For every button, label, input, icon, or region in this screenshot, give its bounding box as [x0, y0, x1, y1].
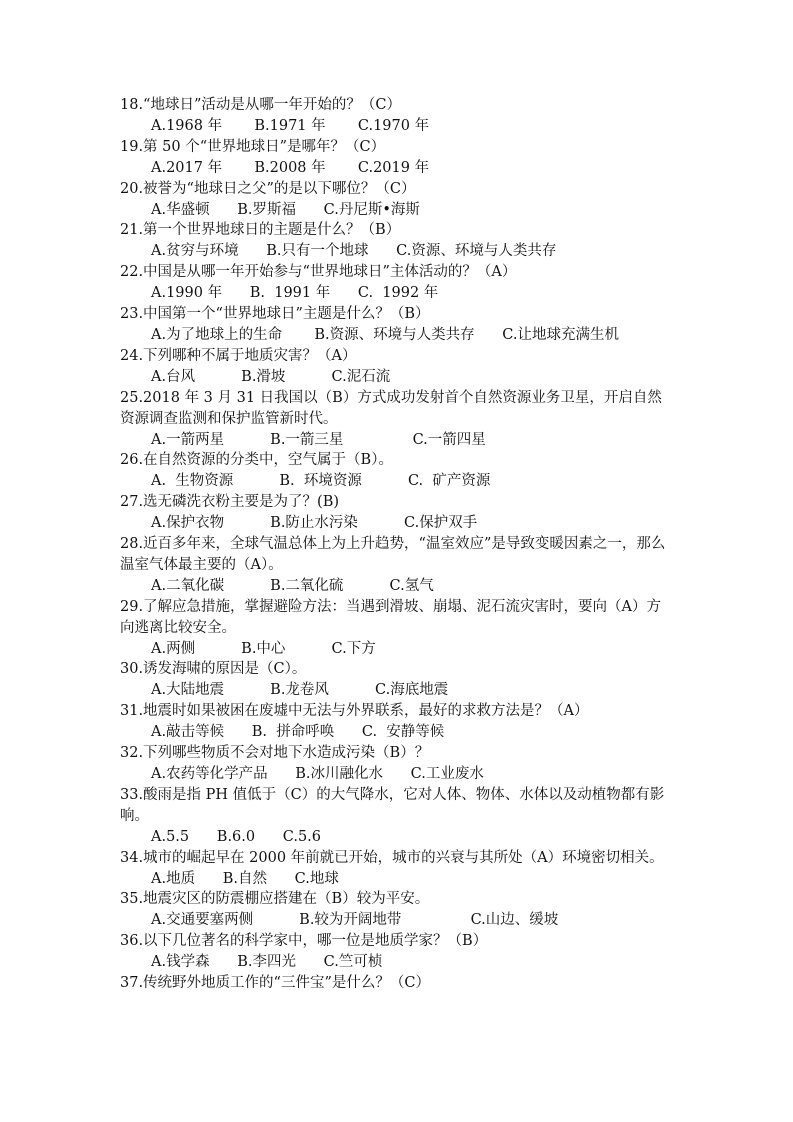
answer-options: A.台风 B.滑坡 C.泥石流 — [151, 368, 391, 385]
answer-options: A.一箭两星 B.一箭三星 C.一箭四星 — [151, 431, 486, 448]
question-item — [120, 346, 672, 388]
question-item — [120, 889, 672, 931]
question-text: 37.传统野外地质工作的“三件宝”是什么？（C） — [120, 975, 430, 992]
question-item — [120, 973, 672, 994]
answer-options: A.地质 B.自然 C.地球 — [151, 870, 339, 887]
question-item — [120, 450, 672, 492]
answer-options: A.敲击等候 B. 拼命呼唤 C. 安静等候 — [151, 724, 445, 741]
question-item — [120, 137, 672, 179]
answer-options: A.1968 年 B.1971 年 C.1970 年 — [151, 117, 430, 134]
question-item — [120, 262, 672, 304]
answer-options: A. 生物资源 B. 环境资源 C. 矿产资源 — [151, 473, 491, 490]
question-item — [120, 848, 672, 890]
question-item — [120, 220, 672, 262]
question-text: 32.下列哪些物质不会对地下水造成污染（B）？ — [120, 745, 430, 762]
answer-options: A.二氧化碳 B.二氧化硫 C.氢气 — [151, 577, 434, 594]
question-text: 24.下列哪种不属于地质灾害？（A） — [120, 347, 357, 364]
question-text: 30.诱发海啸的原因是（C）。 — [120, 661, 307, 678]
question-text: 28.近百多年来，全球气温总体上为上升趋势，“温室效应”是导致变暖因素之一，那么温室气体最主要的（A）。 — [120, 536, 666, 573]
answer-options: A.贫穷与环境 B.只有一个地球 C.资源、环境与人类共存 — [151, 243, 557, 260]
question-text: 31.地震时如果被困在废墟中无法与外界联系，最好的求救方法是？（A） — [120, 703, 589, 720]
answer-options: A.1990 年 B. 1991 年 C. 1992 年 — [151, 285, 439, 302]
question-text: 22.中国是从哪一年开始参与“世界地球日”主体活动的？（A） — [120, 264, 517, 281]
answer-options: A.农药等化学产品 B.冰川融化水 C.工业废水 — [151, 766, 484, 782]
question-text: 35.地震灾区的防震棚应搭建在（B）较为平安。 — [120, 891, 430, 908]
question-item — [120, 743, 672, 785]
question-text: 29.了解应急措施，掌握避险方法：当遇到滑坡、崩塌、泥石流灾害时，要向（A）方向逃离比较安全。 — [120, 598, 662, 636]
answer-options: A.为了地球上的生命 B.资源、环境与人类共存 C.让地球充满生机 — [151, 326, 619, 343]
question-item — [120, 304, 672, 346]
answer-options: A.两侧 B.中心 C.下方 — [151, 640, 376, 657]
question-item — [120, 659, 672, 701]
question-text: 21.第一个世界地球日的主题是什么？（B） — [120, 222, 401, 239]
answer-options: A.2017 年 B.2008 年 C.2019 年 — [151, 159, 430, 176]
answer-options: A.钱学森 B.李四光 C.竺可桢 — [151, 954, 383, 971]
question-text: 20.被誉为“地球日之父”的是以下哪位？（C） — [120, 180, 416, 197]
question-text: 33.酸雨是指 PH 值低于（C）的大气降水，它对人体、物体、水体以及动植物都有影响。 — [120, 786, 665, 824]
question-text: 25.2018 年 3 月 31 日我国以（B）方式成功发射首个自然资源业务卫星，开启自然资源调查监测和保护监管新时代。 — [120, 389, 662, 427]
answer-options: A.保护衣物 B.防止水污染 C.保护双手 — [151, 515, 478, 532]
answer-options: A.5.5 B.6.0 C.5.6 — [151, 828, 322, 845]
question-text: 23.中国第一个“世界地球日”主题是什么？（B） — [120, 306, 430, 323]
question-item — [120, 931, 672, 973]
question-item — [120, 597, 672, 660]
question-item — [120, 492, 672, 534]
answer-options: A.华盛顿 B.罗斯福 C.丹尼斯•海斯 — [151, 201, 420, 218]
question-item — [120, 701, 672, 743]
question-text: 27.选无磷洗衣粉主要是为了？(B) — [120, 494, 340, 511]
question-text: 18.“地球日”活动是从哪一年开始的？（C） — [120, 97, 401, 113]
answer-options: A.大陆地震 B.龙卷风 C.海底地震 — [151, 682, 449, 699]
question-item — [120, 388, 672, 451]
question-item — [120, 179, 672, 221]
question-text: 26.在自然资源的分类中，空气属于（B）。 — [120, 452, 393, 469]
question-text: 19.第 50 个“世界地球日”是哪年？（C） — [120, 138, 386, 155]
answer-options: A.交通要塞两侧 B.较为开阔地带 C.山边、缓坡 — [151, 912, 559, 929]
question-item — [120, 534, 672, 597]
question-text: 36.以下几位著名的科学家中，哪一位是地质学家？（B） — [120, 933, 488, 950]
question-list — [120, 95, 672, 994]
question-item — [120, 95, 672, 137]
question-text: 34.城市的崛起早在 2000 年前就已开始，城市的兴衰与其所处（A）环境密切相关。 — [120, 849, 664, 866]
question-item — [120, 785, 672, 848]
